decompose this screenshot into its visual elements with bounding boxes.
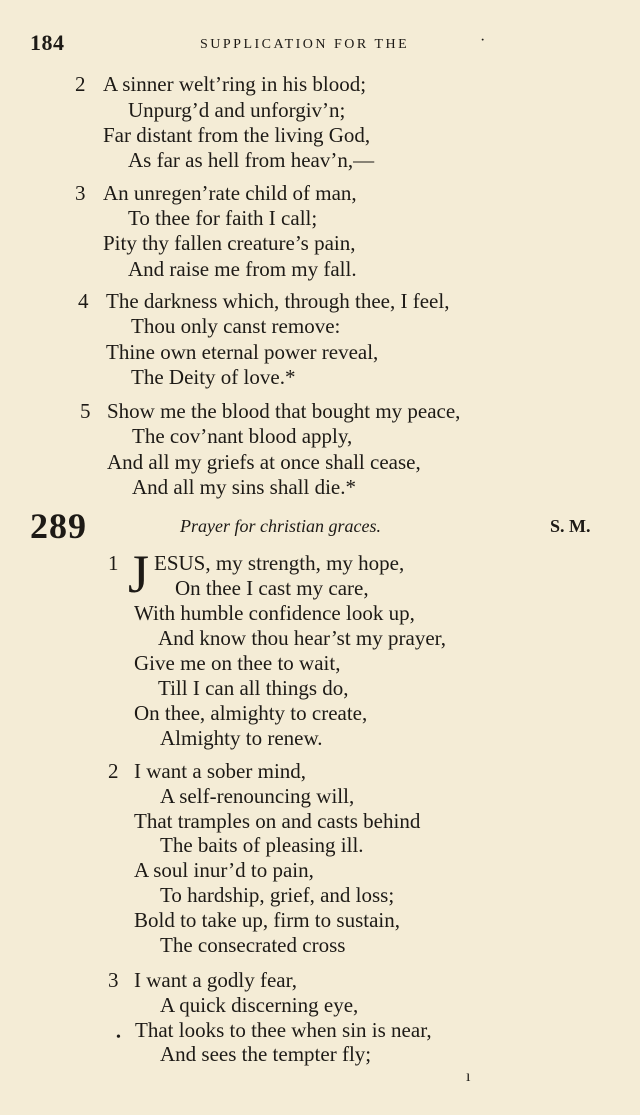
verse-line: A sinner welt’ring in his blood; xyxy=(103,72,367,96)
verse-line: A self-renouncing will, xyxy=(160,784,355,808)
verse-line: I want a sober mind, xyxy=(134,759,307,783)
verse-line: The consecrated cross xyxy=(160,933,346,957)
verse-line: That tramples on and casts behind xyxy=(134,809,421,833)
running-head: SUPPLICATION FOR THE xyxy=(200,37,410,52)
verse-line: The cov’nant blood apply, xyxy=(132,424,353,448)
verse-line: Give me on thee to wait, xyxy=(134,651,341,675)
verse-line: Show me the blood that bought my peace, xyxy=(107,399,461,423)
header-mark: · xyxy=(480,32,486,49)
verse-line: And raise me from my fall. xyxy=(128,257,357,281)
verse-line: The Deity of love.* xyxy=(131,365,296,389)
verse-number: 3 xyxy=(75,181,86,205)
stray-mark: ı xyxy=(466,1068,471,1085)
verse-line: A quick discerning eye, xyxy=(160,993,359,1017)
verse-number: 1 xyxy=(108,551,119,575)
verse-line: Thou only canst remove: xyxy=(131,314,341,338)
verse-line: And know thou hear’st my prayer, xyxy=(158,626,447,650)
verse-number: 2 xyxy=(75,72,86,96)
verse-number: 4 xyxy=(78,289,89,313)
verse-line: Thine own eternal power reveal, xyxy=(106,340,379,364)
verse-line: To thee for faith I call; xyxy=(128,206,318,230)
hymn-number: 289 xyxy=(30,506,87,546)
page-number: 184 xyxy=(30,30,65,55)
hymn-heading xyxy=(30,505,610,545)
verse-line: Almighty to renew. xyxy=(160,726,323,750)
drop-cap: J xyxy=(128,544,150,604)
verse-line: That looks to thee when sin is near, xyxy=(135,1018,432,1042)
verse-line: Pity thy fallen creature’s pain, xyxy=(103,231,356,255)
verse-line: On thee, almighty to create, xyxy=(134,701,368,725)
verse-number: 5 xyxy=(80,399,91,423)
page-header xyxy=(30,30,610,60)
verse-line: Till I can all things do, xyxy=(158,676,349,700)
verse-line: Unpurg’d and unforgiv’n; xyxy=(128,98,346,122)
hymn-title: Prayer for christian graces. xyxy=(180,516,381,536)
verse-number: 3 xyxy=(108,968,119,992)
verse-line: A soul inur’d to pain, xyxy=(134,858,314,882)
verse-line: And sees the tempter fly; xyxy=(160,1042,372,1066)
verse-line: An unregen’rate child of man, xyxy=(103,181,357,205)
verse-line: And all my griefs at once shall cease, xyxy=(107,450,421,474)
verse-line: With humble confidence look up, xyxy=(134,601,415,625)
verse-line: I want a godly fear, xyxy=(134,968,298,992)
verse-line: To hardship, grief, and loss; xyxy=(160,883,395,907)
bullet-mark: • xyxy=(116,1030,121,1045)
verse-line: Far distant from the living God, xyxy=(103,123,371,147)
hymn-meter: S. M. xyxy=(550,516,591,536)
verse-line: As far as hell from heav’n,— xyxy=(128,148,375,172)
verse-number: 2 xyxy=(108,759,119,783)
verse-line: The darkness which, through thee, I feel, xyxy=(106,289,450,313)
verse-line: Bold to take up, firm to sustain, xyxy=(134,908,400,932)
verse-line: The baits of pleasing ill. xyxy=(160,833,364,857)
verse-line: ESUS, my strength, my hope, xyxy=(154,551,405,575)
verse-line: On thee I cast my care, xyxy=(175,576,369,600)
verse-line: And all my sins shall die.* xyxy=(132,475,356,499)
